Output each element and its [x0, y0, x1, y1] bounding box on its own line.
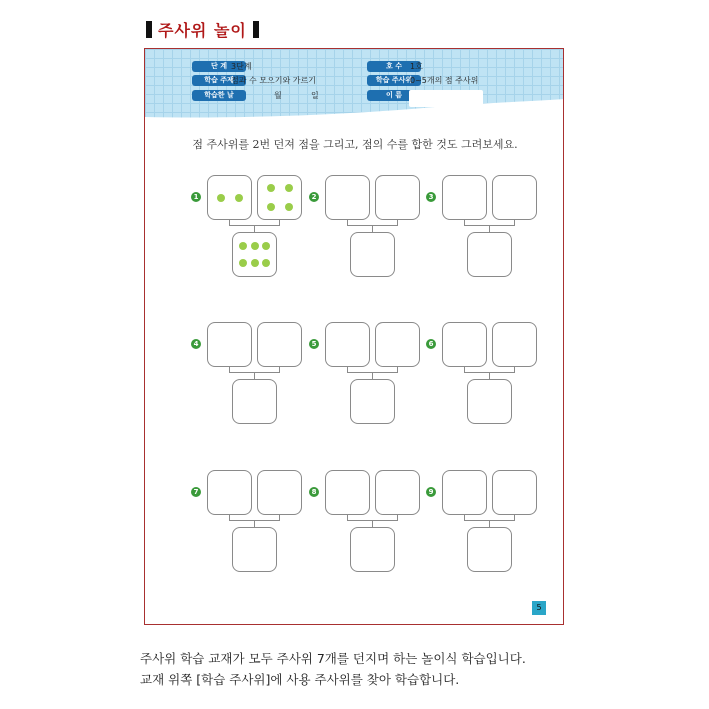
name-label: 이 름 — [367, 90, 421, 101]
dice-pip — [217, 194, 225, 202]
second-die-box[interactable] — [257, 322, 302, 367]
problem-number-badge: 5 — [309, 339, 319, 349]
second-die-box[interactable] — [257, 470, 302, 515]
second-die-box[interactable] — [492, 175, 537, 220]
day-label: 일 — [311, 91, 319, 100]
second-die-box[interactable] — [375, 175, 420, 220]
dice-value: 0~5개의 점 주사위 — [410, 76, 479, 85]
dice-label: 학습 주사위 — [367, 75, 421, 86]
problem-number-badge: 3 — [426, 192, 436, 202]
problem-number-badge: 9 — [426, 487, 436, 497]
dice-pip — [262, 242, 270, 250]
second-die-box[interactable] — [492, 470, 537, 515]
sum-die-box[interactable] — [467, 527, 512, 572]
heading-bar-right — [253, 21, 259, 38]
caption — [140, 648, 526, 690]
sum-die-box[interactable] — [232, 379, 277, 424]
second-die-box[interactable] — [375, 322, 420, 367]
instruction-text: 점 주사위를 2번 던져 점을 그리고, 점의 수를 합한 것도 그려보세요. — [192, 138, 518, 151]
problem-number-badge: 7 — [191, 487, 201, 497]
problem-number-badge: 1 — [191, 192, 201, 202]
sum-die-box[interactable] — [467, 379, 512, 424]
name-field[interactable] — [409, 90, 483, 107]
issue-value: 1호 — [410, 62, 423, 71]
first-die-box[interactable] — [207, 175, 252, 220]
issue-label: 호 수 — [367, 61, 421, 72]
heading-title: 주사위 놀이 — [158, 21, 247, 40]
first-die-box[interactable] — [207, 322, 252, 367]
problem-number-badge: 6 — [426, 339, 436, 349]
page-heading — [146, 18, 259, 41]
sum-die-box[interactable] — [232, 527, 277, 572]
dice-pip — [267, 184, 275, 192]
topic-value: 점과 수 모으기와 가르기 — [231, 76, 316, 85]
month-label: 월 — [274, 91, 282, 100]
problem-number-badge: 8 — [309, 487, 319, 497]
date-label: 학습한 날 — [192, 90, 246, 101]
first-die-box[interactable] — [207, 470, 252, 515]
worksheet-header — [145, 49, 564, 119]
dice-pip — [239, 242, 247, 250]
level-label: 단 계 — [192, 61, 246, 72]
sum-die-box[interactable] — [467, 232, 512, 277]
first-die-box[interactable] — [442, 470, 487, 515]
dice-pip — [262, 259, 270, 267]
page-number: 5 — [532, 601, 546, 615]
sum-die-box[interactable] — [350, 232, 395, 277]
first-die-box[interactable] — [442, 175, 487, 220]
dice-pip — [251, 259, 259, 267]
first-die-box[interactable] — [325, 175, 370, 220]
sum-die-box[interactable] — [350, 379, 395, 424]
topic-label: 학습 주제 — [192, 75, 246, 86]
caption-line: 주사위 학습 교재가 모두 주사위 7개를 던지며 하는 놀이식 학습입니다. — [140, 651, 526, 666]
sum-die-box[interactable] — [350, 527, 395, 572]
dice-pip — [285, 203, 293, 211]
worksheet — [144, 48, 564, 625]
first-die-box[interactable] — [325, 470, 370, 515]
dice-pip — [251, 242, 259, 250]
heading-bar-left — [146, 21, 152, 38]
second-die-box[interactable] — [257, 175, 302, 220]
sum-die-box[interactable] — [232, 232, 277, 277]
caption-line: 교재 위쪽 [학습 주사위]에 사용 주사위를 찾아 학습합니다. — [140, 672, 460, 687]
second-die-box[interactable] — [492, 322, 537, 367]
dice-pip — [239, 259, 247, 267]
level-value: 3단계 — [231, 62, 252, 71]
dice-pip — [285, 184, 293, 192]
problem-number-badge: 4 — [191, 339, 201, 349]
first-die-box[interactable] — [325, 322, 370, 367]
dice-pip — [235, 194, 243, 202]
second-die-box[interactable] — [375, 470, 420, 515]
dice-pip — [267, 203, 275, 211]
first-die-box[interactable] — [442, 322, 487, 367]
problem-number-badge: 2 — [309, 192, 319, 202]
